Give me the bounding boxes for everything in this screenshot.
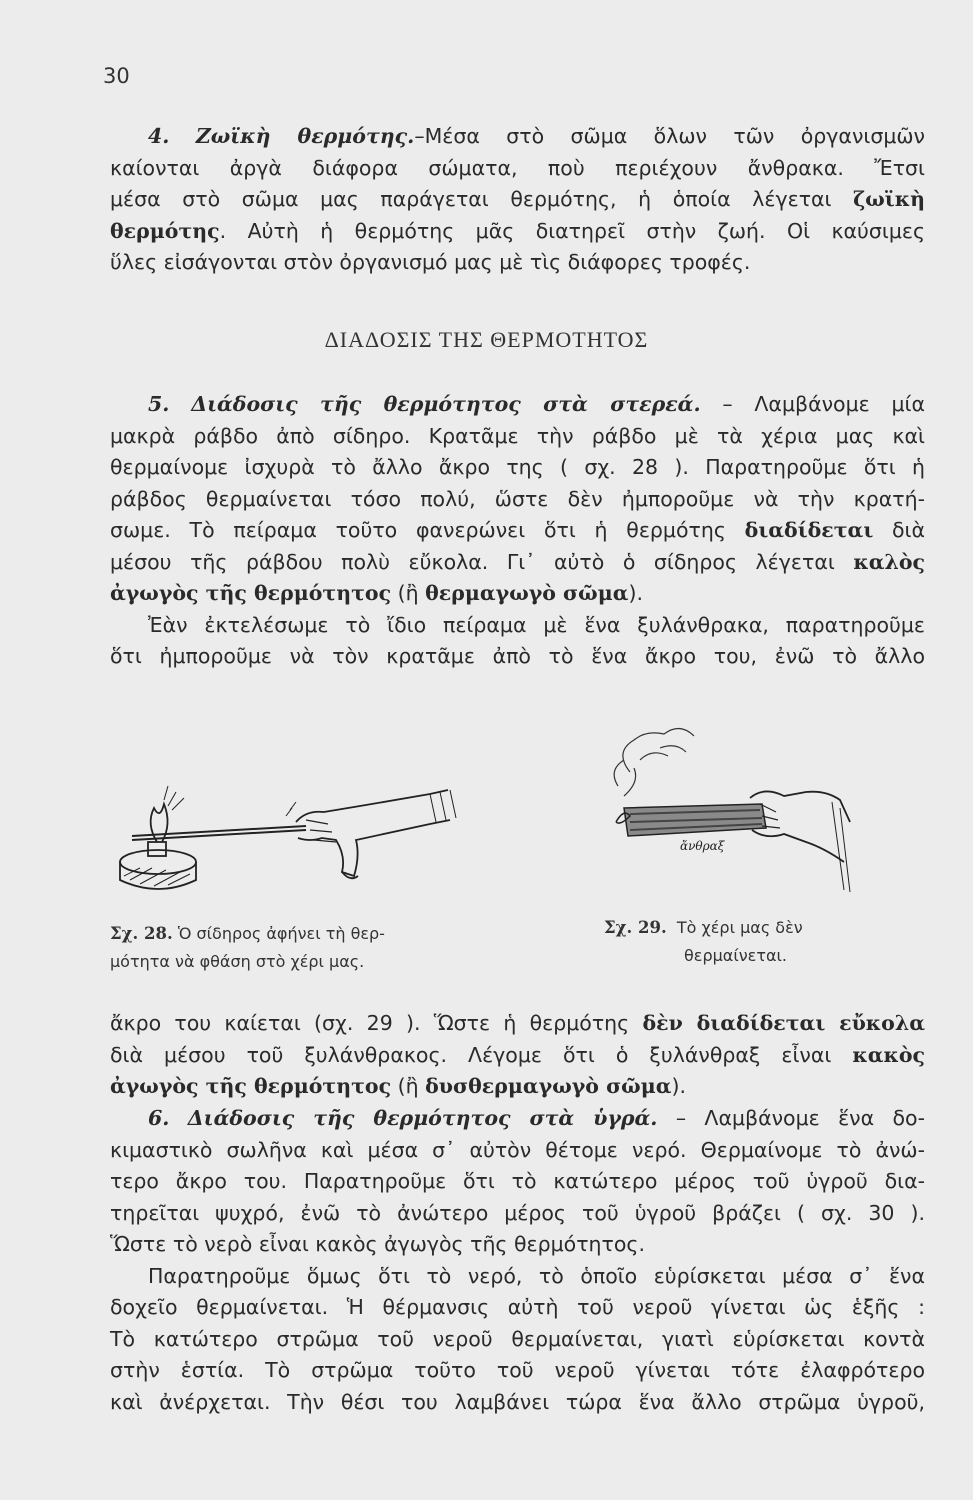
text-line <box>110 1198 925 1230</box>
section-number: 4. <box>148 124 170 148</box>
text-line <box>110 247 925 279</box>
figure-29-caption <box>604 914 803 970</box>
section-6 <box>110 1103 925 1418</box>
text-line <box>110 484 925 516</box>
text-line <box>110 515 925 547</box>
caption-text: Ὁ σίδηρος ἀφήνει τὴ θερ- <box>177 924 385 943</box>
line-text: (ἢ <box>391 581 426 605</box>
bold-term: ζωϊκὴ <box>853 187 925 211</box>
line-text: δοχεῖο θερμαίνεται. Ἡ θέρμανσις αὐτὴ τοῦ νεροῦ γίνεται ὡς ἑξῆς : <box>110 1295 925 1319</box>
text-line <box>110 1040 925 1072</box>
text-line <box>110 1355 925 1387</box>
line-text: –Μέσα στὸ σῶμα ὅλων τῶν ὀργανισμῶν <box>414 124 925 148</box>
chapter-heading: ΔΙΑΔΟΣΙΣ ΤΗΣ ΘΕΡΜΟΤΗΤΟΣ <box>324 327 649 352</box>
bold-term: θερμότης <box>110 218 220 243</box>
text-line <box>110 1103 925 1135</box>
smoke <box>614 728 694 796</box>
text-line <box>110 1071 925 1103</box>
text-line <box>110 121 925 153</box>
line-text: καίονται ἀργὰ διάφορα σώματα, ποὺ περιέχουν ἄνθρακα. Ἔτσι <box>110 155 925 180</box>
text-line <box>110 1229 925 1261</box>
text-line <box>110 610 925 642</box>
bold-term: κακὸς <box>852 1042 925 1067</box>
text-line <box>110 1261 925 1293</box>
figure-28-illustration <box>110 780 470 910</box>
charcoal-label: ἄνθραξ <box>680 839 725 853</box>
figure-number: Σχ. 29. <box>604 918 667 937</box>
line-text: στὴν ἑστία. Τὸ στρῶμα τοῦτο τοῦ νεροῦ γίνεται τότε ἐλαφρότερο <box>110 1358 925 1382</box>
line-text: θερμαίνομε ἰσχυρὰ τὸ ἄλλο ἄκρο της ( σχ. 28 ). Παρατηροῦμε ὅτι ἡ <box>110 455 925 479</box>
bold-term: καλὸς <box>853 549 925 574</box>
line-text: ἄκρο του καίεται (σχ. 29 ). Ὥστε ἡ θερμότης <box>110 1011 643 1035</box>
section-title: Ζωϊκὴ θερμότης. <box>195 124 415 148</box>
text-line <box>110 421 925 453</box>
line-text: ὅτι ἠμποροῦμε νὰ τὸν κρατᾶμε ἀπὸ τὸ ἕνα ἄκρο του, ἐνῶ τὸ ἄλλο <box>110 644 925 668</box>
line-text: διὰ μέσου τοῦ ξυλάνθρακος. Λέγομε ὅτι ὁ ξυλάνθραξ εἶναι <box>110 1042 853 1067</box>
line-text: ). <box>628 581 643 605</box>
caption-text: Τὸ χέρι μας δὲν <box>676 918 803 937</box>
line-text: Ὥστε τὸ νερὸ εἶναι κακὸς ἀγωγὸς τῆς θερμότητος. <box>110 1232 645 1256</box>
line-text: καὶ ἀνέρχεται. Τὴν θέσι του λαμβάνει τώρα ἕνα ἄλλο στρῶμα ὑγροῦ, <box>110 1389 925 1414</box>
line-text: . Αὐτὴ ἡ θερμότης μᾶς διατηρεῖ στὴν ζωή. Οἱ καύσιμες <box>219 218 925 243</box>
figure-28-caption <box>110 920 385 976</box>
caption-text: μότητα νὰ φθάση στὸ χέρι μας. <box>110 952 365 971</box>
hand-holding-rod <box>286 790 456 878</box>
line-text: μέσα στὸ σῶμα μας παράγεται θερμότης, ἡ ὁποία λέγεται <box>110 187 854 211</box>
text-line <box>110 1387 925 1419</box>
bold-term: δυσθερμαγωγὸ σῶμα <box>425 1074 672 1098</box>
line-text: Παρατηροῦμε ὅμως ὅτι τὸ νερό, τὸ ὁποῖο εὑρίσκεται μέσα σ᾽ ἕνα <box>148 1263 925 1288</box>
iron-rod <box>132 826 306 840</box>
bold-term: θερμαγωγὸ σῶμα <box>425 581 629 605</box>
line-text: (ἢ <box>391 1074 426 1098</box>
text-line <box>110 641 925 673</box>
line-text: ὕλες εἰσάγονται στὸν ὀργανισμό μας μὲ τὶς διάφορες τροφές. <box>110 250 751 274</box>
section-title: Διάδοσις τῆς θερμότητος στὰ ὑγρά. <box>187 1106 658 1130</box>
bold-term: ἀγωγὸς τῆς θερμότητος <box>110 1074 392 1098</box>
text-line <box>110 153 925 185</box>
section-4 <box>110 121 925 279</box>
section-5 <box>110 389 925 673</box>
text-line <box>110 1292 925 1324</box>
line-text: μακρὰ ράβδο ἀπὸ σίδηρο. Κρατᾶμε τὴν ράβδο μὲ τὰ χέρια μας καὶ <box>110 423 925 448</box>
line-text: μέσου τῆς ράβδου πολὺ εὔκολα. Γι᾽ αὐτὸ ὁ σίδηρος λέγεται <box>110 549 854 574</box>
line-text: ράβδος θερμαίνεται τόσο πολύ, ὥστε δὲν ἠμποροῦμε νὰ τὴν κρατή- <box>110 486 925 511</box>
text-line <box>110 1135 925 1167</box>
text-line <box>110 1166 925 1198</box>
figure-number: Σχ. 28. <box>110 924 173 943</box>
text-line <box>110 184 925 216</box>
line-text: ). <box>671 1074 686 1098</box>
text-line <box>110 389 925 421</box>
bold-term: διαδίδεται <box>744 518 874 542</box>
text-line <box>110 547 925 579</box>
hand-holding-charcoal <box>750 791 850 892</box>
line-text: Ἐὰν ἐκτελέσωμε τὸ ἴδιο πείραμα μὲ ἕνα ξυλάνθρακα, παρατηροῦμε <box>148 612 925 637</box>
bold-term: ἀγωγὸς τῆς θερμότητος <box>110 581 392 605</box>
text-line <box>110 1324 925 1356</box>
text-line <box>110 578 925 610</box>
continuation-paragraph <box>110 1008 925 1103</box>
text-line <box>110 216 925 248</box>
line-text: διὰ <box>873 518 926 542</box>
line-text: τηρεῖται ψυχρό, ἐνῶ τὸ ἀνώτερο μέρος τοῦ ὑγροῦ βράζει ( σχ. 30 ). <box>110 1200 925 1225</box>
section-number: 5. <box>148 392 170 416</box>
line-text: Τὸ κατώτερο στρῶμα τοῦ νεροῦ θερμαίνεται, γιατὶ εὑρίσκεται κοντὰ <box>110 1326 925 1351</box>
line-text: κιμαστικὸ σωλῆνα καὶ μέσα σ᾽ αὐτὸν θέτομε νερό. Θερμαίνομε τὸ ἀνώ- <box>110 1137 925 1162</box>
bold-term: δὲν διαδίδεται εὔκολα <box>642 1011 925 1035</box>
line-text: σωμε. Τὸ πείραμα τοῦτο φανερώνει ὅτι ἡ θερμότης <box>110 518 745 542</box>
page-number: 30 <box>103 64 130 88</box>
text-line <box>110 452 925 484</box>
section-title: Διάδοσις τῆς θερμότητος στὰ στερεά. <box>191 392 701 416</box>
line-text: τερο ἄκρο του. Παρατηροῦμε ὅτι τὸ κατώτερο μέρος τοῦ ὑγροῦ δια- <box>110 1169 925 1193</box>
text-line <box>110 1008 925 1040</box>
line-text: – Λαμβάνομε ἕνα δο- <box>657 1106 925 1130</box>
caption-text: θερμαίνεται. <box>684 946 787 965</box>
line-text: – Λαμβάνομε μία <box>700 392 925 416</box>
section-number: 6. <box>148 1106 170 1130</box>
charcoal-stick <box>616 804 766 836</box>
figure-29-illustration <box>600 712 860 902</box>
